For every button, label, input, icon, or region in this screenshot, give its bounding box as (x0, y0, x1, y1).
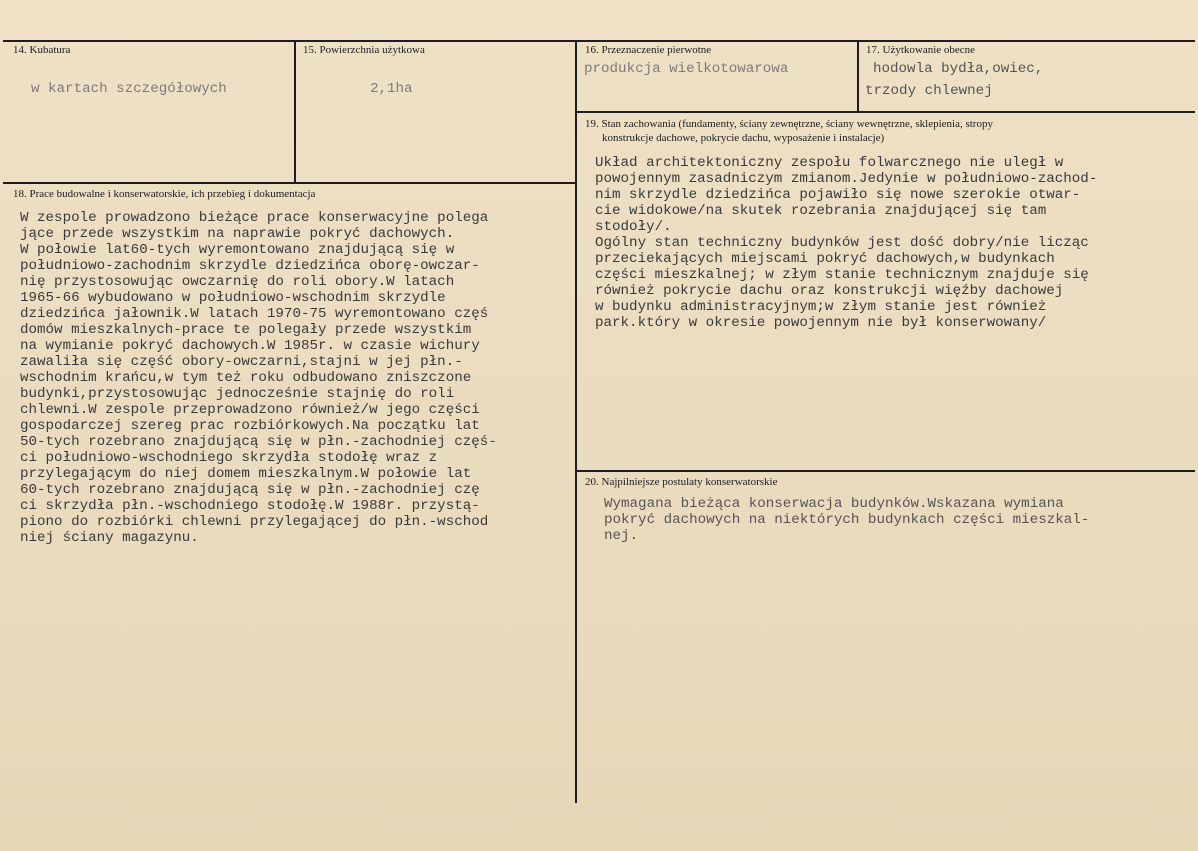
text-line: gospodarczej szereg prac rozbiórkowych.Na początku lat (20, 418, 480, 434)
text-line: powojennym zasadniczym zmianom.Jedynie w południowo-zachod- (595, 171, 1098, 187)
text-line: ci południowo-wschodniego skrzydła stodołę wraz z (20, 450, 438, 466)
rule-under-17 (577, 111, 1195, 113)
text-line: stodoły/. (595, 219, 672, 235)
text-line: wschodnim krańcu,w tym też roku odbudowano zniszczone (20, 370, 472, 386)
field-17-label: 17. Użytkowanie obecne (866, 44, 976, 56)
text-line: domów mieszkalnych-prace te polegały przede wszystkim (20, 322, 472, 338)
text-line: 50-tych rozebrano znajdującą się w płn.-zachodniej częś- (20, 434, 497, 450)
text-line: cie widokowe/na skutek rozebrania znajdującej się tam (595, 203, 1047, 219)
text-line: budynki,przystosowując jednocześnie stajnię do roli (20, 386, 455, 402)
text-line: Ogólny stan techniczny budynków jest dość dobry/nie licząc (595, 235, 1089, 251)
text-line: nię przystosowując owczarnię do roli obory.W latach (20, 274, 455, 290)
field-19-text (595, 156, 1195, 356)
text-line: południowo-zachodnim skrzydle dziedzińca oborę-owczar- (20, 258, 480, 274)
field-16-label: 16. Przeznaczenie pierwotne (585, 44, 712, 56)
text-line: zawaliła się część obory-owczarni,stajni w jej płn.- (20, 354, 463, 370)
text-line: na wymianie pokryć dachowych.W 1985r. w czasie wichury (20, 338, 480, 354)
text-line: ci skrzydła płn.-wschodniego stodołę.W 1988r. przystą- (20, 498, 480, 514)
divider-14-15 (294, 41, 296, 182)
text-line: 60-tych rozebrano znajdującą się w płn.-zachodniej czę (20, 482, 480, 498)
field-19-label-line-1: 19. Stan zachowania (fundamenty, ściany zewnętrzne, ściany wewnętrzne, sklepienia, stropy (585, 118, 993, 130)
field-18-text (20, 211, 575, 571)
text-line: pokryć dachowych na niektórych budynkach części mieszkal- (604, 512, 1090, 528)
field-17-value-line-2: trzody chlewnej (865, 83, 993, 99)
text-line: dziedzińca jałownik.W latach 1970-75 wyremontowano częś (20, 306, 489, 322)
field-14-label: 14. Kubatura (13, 44, 71, 56)
text-line: części mieszkalnej; w złym stanie technicznym znajduje się (595, 267, 1089, 283)
main-divider (575, 41, 577, 803)
text-line: w budynku administracyjnym;w złym stanie jest również (595, 299, 1047, 315)
divider-16-17 (857, 41, 859, 112)
field-17-value-line-1: hodowla bydła,owiec, (873, 61, 1044, 77)
text-line: przeciekających miejscami pokryć dachowych,w budynkach (595, 251, 1055, 267)
text-line: przylegającym do niej domem mieszkalnym.W połowie lat (20, 466, 472, 482)
rule-under-15 (3, 182, 575, 184)
text-line: Układ architektoniczny zespołu folwarcznego nie uległ w (595, 156, 1064, 171)
field-14-value: w kartach szczegółowych (31, 81, 227, 97)
text-line: park.który w okresie powojennym nie był konserwowany/ (595, 315, 1047, 331)
top-rule (3, 40, 1195, 42)
field-15-label: 15. Powierzchnia użytkowa (303, 44, 425, 56)
field-15-value: 2,1ha (370, 81, 413, 97)
text-line: chlewni.W zespole przeprowadzono również/w jego części (20, 402, 480, 418)
text-line: niej ściany magazynu. (20, 530, 199, 546)
text-line: W zespole prowadzono bieżące prace konserwacyjne polega (20, 211, 489, 226)
text-line: również pokrycie dachu oraz konstrukcji więźby dachowej (595, 283, 1064, 299)
field-20-text (604, 497, 1195, 557)
text-line: nej. (604, 528, 639, 544)
text-line: piono do rozbiórki chlewni przylegającej do płn.-wschod (20, 514, 489, 530)
field-20-label: 20. Najpilniejsze postulaty konserwatorskie (585, 476, 778, 488)
text-line: jące przede wszystkim na naprawie pokryć dachowych. (20, 226, 455, 242)
text-line: nim skrzydle dziedzińca pojawiło się nowe szerokie otwar- (595, 187, 1081, 203)
text-line: W połowie lat60-tych wyremontowano znajdującą się w (20, 242, 455, 258)
field-18-label: 18. Prace budowalne i konserwatorskie, ich przebieg i dokumentacja (13, 188, 316, 200)
field-16-value: produkcja wielkotowarowa (584, 61, 789, 77)
field-19-label-line-2: konstrukcje dachowe, pokrycie dachu, wyposażenie i instalacje) (602, 132, 885, 144)
text-line: Wymagana bieżąca konserwacja budynków.Wskazana wymiana (604, 497, 1064, 512)
text-line: 1965-66 wybudowano w południowo-wschodnim skrzydle (20, 290, 446, 306)
rule-above-20 (577, 470, 1195, 472)
